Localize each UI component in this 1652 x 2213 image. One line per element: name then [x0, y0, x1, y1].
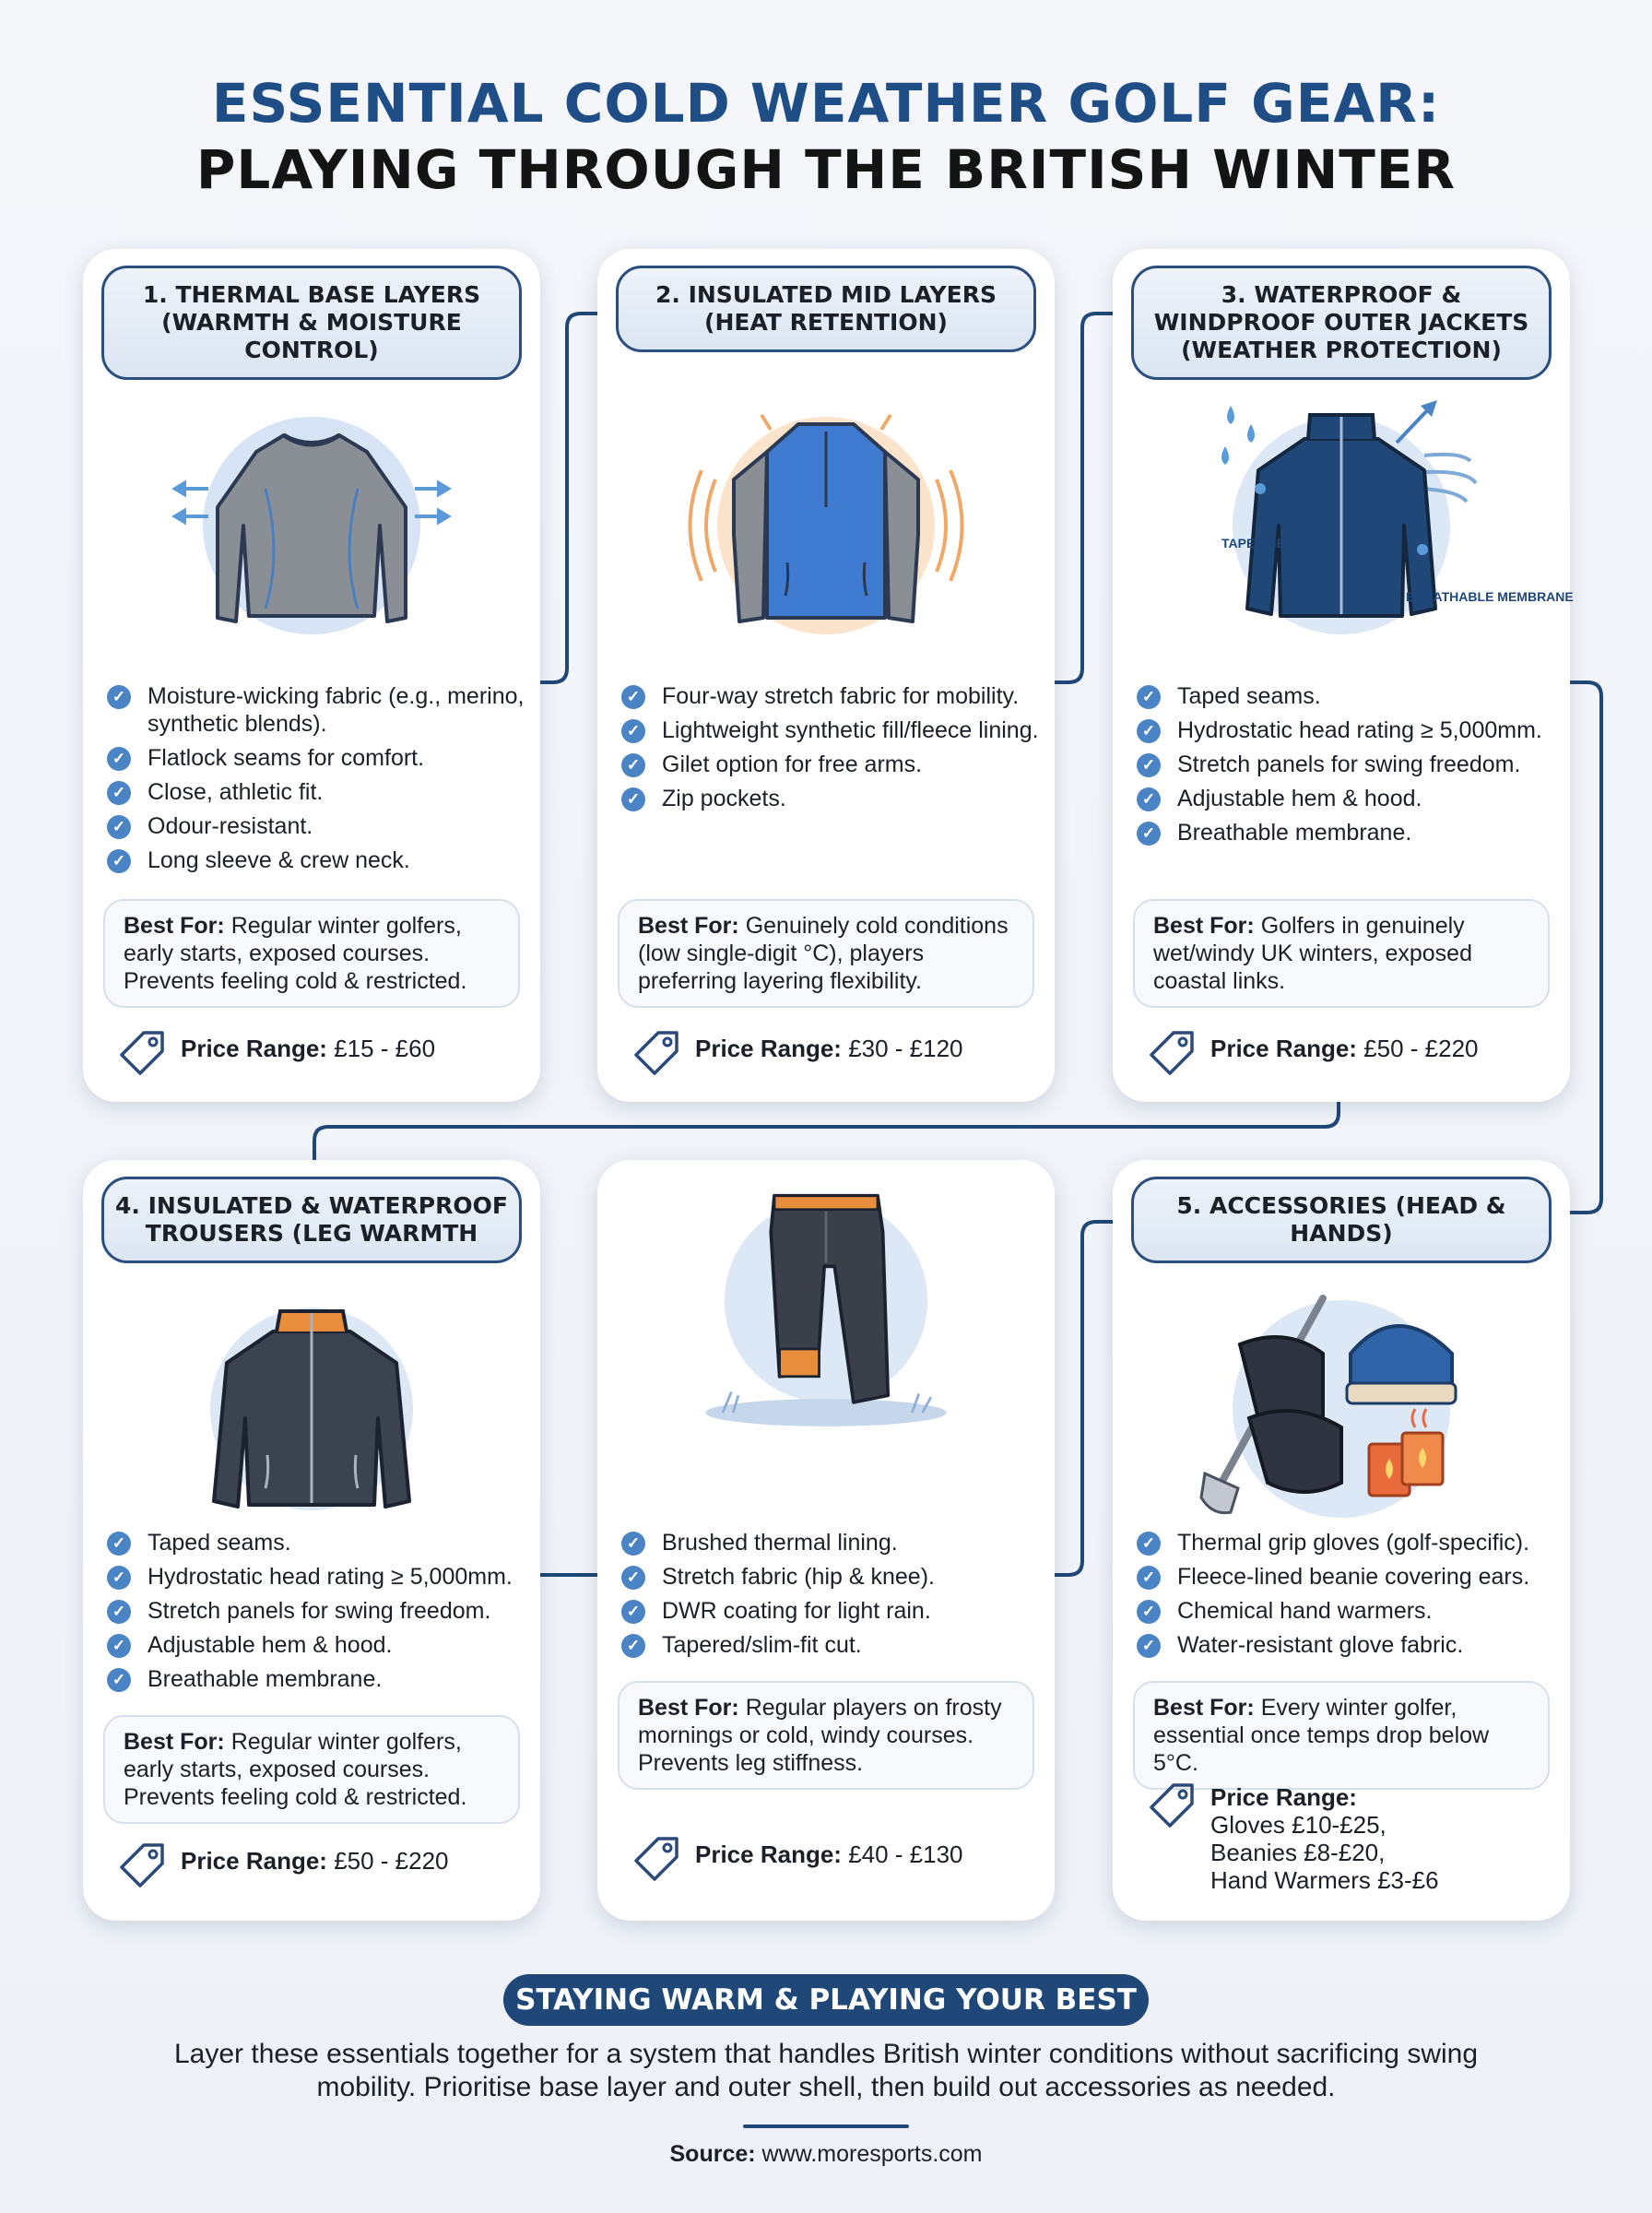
feature-item: ✓ Hydrostatic head rating ≥ 5,000mm.: [1137, 716, 1542, 744]
check-circle-icon: ✓: [1137, 1566, 1161, 1590]
insulated-gilet-mid-layer-icon: [678, 387, 974, 645]
check-circle-icon: ✓: [621, 719, 645, 743]
feature-list: [107, 682, 540, 881]
card-heading: 5. ACCESSORIES (HEAD & HANDS): [1131, 1177, 1552, 1263]
price-value: £30 - £120: [848, 1035, 963, 1062]
price-value: £50 - £220: [1363, 1035, 1479, 1062]
check-circle-icon: ✓: [107, 781, 131, 805]
price-label: Price Range:: [695, 1840, 842, 1868]
feature-item: ✓ Water-resistant glove fabric.: [1137, 1631, 1529, 1659]
check-circle-icon: ✓: [621, 1532, 645, 1556]
check-circle-icon: ✓: [1137, 1600, 1161, 1624]
feature-item: ✓ Taped seams.: [107, 1529, 513, 1556]
feature-item: ✓ Long sleeve & crew neck.: [107, 846, 540, 874]
best-for-box: [618, 1681, 1034, 1790]
check-circle-icon: ✓: [621, 1634, 645, 1658]
best-for-label: Best For:: [638, 1695, 739, 1721]
best-for-label: Best For:: [638, 913, 739, 939]
price-tag-icon: [631, 1833, 682, 1885]
best-for-label: Best For:: [124, 1729, 225, 1755]
check-circle-icon: ✓: [107, 1668, 131, 1692]
price-line-gloves: Gloves £10-£25,: [1210, 1811, 1386, 1839]
price-value: £40 - £130: [848, 1840, 963, 1868]
best-for-text: Every winter golfer, essential once temps drop below 5°C.: [1153, 1695, 1490, 1776]
price-value: £50 - £220: [334, 1847, 449, 1875]
check-circle-icon: ✓: [107, 1600, 131, 1624]
source-line: [0, 2141, 1652, 2168]
check-circle-icon: ✓: [107, 1532, 131, 1556]
best-for-text: Golfers in genuinely wet/windy UK winters, exposed coastal links.: [1153, 913, 1472, 994]
price-line-hand-warmers: Hand Warmers £3-£6: [1210, 1866, 1439, 1894]
summary-text: Layer these essentials together for a system that handles British winter conditions without sacrificing swing mobility. Prioritise base layer and outer shell, then build out accessories as needed.: [173, 2039, 1479, 2102]
connector-center-5: [1055, 1222, 1113, 1575]
check-circle-icon: ✓: [1137, 753, 1161, 777]
card-heading: 4. INSULATED & WATERPROOF TROUSERS (LEG WARMTH: [101, 1177, 522, 1263]
price-label: Price Range:: [1210, 1783, 1357, 1811]
card-insulated-trousers: [83, 1160, 540, 1921]
best-for-box: [618, 899, 1034, 1008]
check-circle-icon: ✓: [621, 787, 645, 811]
feature-item: ✓ Flatlock seams for comfort.: [107, 744, 540, 772]
price-tag-icon: [1146, 1027, 1198, 1079]
card-heading: 1. THERMAL BASE LAYERS (WARMTH & MOISTURE CONTROL): [101, 266, 522, 380]
price-label: Price Range:: [1210, 1035, 1357, 1062]
check-circle-icon: ✓: [107, 849, 131, 873]
check-circle-icon: ✓: [107, 747, 131, 771]
price-tag-icon: [116, 1027, 168, 1079]
price-tag-icon: [116, 1840, 168, 1891]
feature-list: [621, 1529, 935, 1665]
card-insulated-mid-layers: [597, 249, 1055, 1102]
feature-item: ✓ Four-way stretch fabric for mobility.: [621, 682, 1039, 710]
connector-1-2: [539, 314, 597, 682]
card-thermal-base-layers: [83, 249, 540, 1102]
feature-item: ✓ Moisture-wicking fabric (e.g., merino, synthetic blends).: [107, 682, 540, 738]
feature-item: ✓ Breathable membrane.: [1137, 819, 1542, 846]
check-circle-icon: ✓: [1137, 822, 1161, 846]
check-circle-icon: ✓: [107, 685, 131, 709]
feature-list: [1137, 682, 1542, 853]
feature-item: ✓ Lightweight synthetic fill/fleece lining.: [621, 716, 1039, 744]
feature-item: ✓ Brushed thermal lining.: [621, 1529, 935, 1556]
connector-2-3: [1055, 314, 1113, 682]
title-line-1: ESSENTIAL COLD WEATHER GOLF GEAR:: [211, 72, 1441, 135]
feature-item: ✓ Odour-resistant.: [107, 812, 540, 840]
feature-item: ✓ Chemical hand warmers.: [1137, 1597, 1529, 1625]
feature-item: ✓ DWR coating for light rain.: [621, 1597, 935, 1625]
price-label: Price Range:: [181, 1847, 327, 1875]
callout-taped-seams: TAPED SEAMS: [1221, 536, 1315, 550]
check-circle-icon: ✓: [621, 1600, 645, 1624]
check-circle-icon: ✓: [1137, 1634, 1161, 1658]
thermal-base-layer-shirt-icon: [164, 387, 459, 645]
feature-item: ✓ Thermal grip gloves (golf-specific).: [1137, 1529, 1529, 1556]
best-for-box: [1133, 899, 1550, 1008]
feature-list: [621, 682, 1039, 819]
price-line-beanies: Beanies £8-£20,: [1210, 1839, 1386, 1866]
price-range: [116, 1836, 522, 1891]
check-circle-icon: ✓: [107, 1566, 131, 1590]
title-line-2: PLAYING THROUGH THE BRITISH WINTER: [195, 138, 1457, 201]
insulated-jacket-icon: [164, 1280, 459, 1538]
price-range: [1146, 1024, 1552, 1079]
card-outer-jackets: [1113, 249, 1574, 1102]
thermal-golf-trousers-icon: [678, 1180, 974, 1438]
feature-item: ✓ Hydrostatic head rating ≥ 5,000mm.: [107, 1563, 513, 1591]
connector-row: [314, 1099, 1339, 1160]
best-for-text: Regular winter golfers, early starts, exposed courses. Prevents feeling cold & restricted.: [124, 1729, 467, 1810]
feature-item: ✓ Adjustable hem & hood.: [107, 1631, 513, 1659]
feature-item: ✓ Breathable membrane.: [107, 1665, 513, 1693]
price-range: [116, 1024, 522, 1079]
feature-item: ✓ Tapered/slim-fit cut.: [621, 1631, 935, 1659]
connector-3-5: [1571, 682, 1601, 1213]
callout-breathable-membrane: BREATHABLE MEMBRANE: [1406, 589, 1574, 604]
feature-item: ✓ Stretch panels for swing freedom.: [1137, 751, 1542, 778]
feature-list: [107, 1529, 513, 1699]
feature-item: ✓ Stretch fabric (hip & knee).: [621, 1563, 935, 1591]
check-circle-icon: ✓: [621, 1566, 645, 1590]
waterproof-outer-jacket-icon: [1194, 387, 1574, 645]
source-label: Source:: [669, 2141, 756, 2167]
best-for-text: Regular winter golfers, early starts, exposed courses. Prevents feeling cold & restricted.: [124, 913, 467, 994]
card-heading: 2. INSULATED MID LAYERS (HEAT RETENTION): [616, 266, 1036, 352]
card-accessories: [1113, 1160, 1570, 1921]
feature-list: [1137, 1529, 1529, 1665]
check-circle-icon: ✓: [621, 753, 645, 777]
best-for-box: [103, 1715, 520, 1824]
feature-item: ✓ Adjustable hem & hood.: [1137, 785, 1542, 812]
price-tag-icon: [631, 1027, 682, 1079]
best-for-label: Best For:: [1153, 913, 1255, 939]
best-for-text: Regular players on frosty mornings or cold, windy courses. Prevents leg stiffness.: [638, 1695, 1002, 1776]
best-for-label: Best For:: [1153, 1695, 1255, 1721]
check-circle-icon: ✓: [107, 1634, 131, 1658]
price-value: £15 - £60: [334, 1035, 436, 1062]
gloves-beanie-hand-warmers-icon: [1185, 1280, 1498, 1538]
best-for-label: Best For:: [124, 913, 225, 939]
feature-item: ✓ Zip pockets.: [621, 785, 1039, 812]
check-circle-icon: ✓: [1137, 685, 1161, 709]
summary-divider: [743, 2124, 909, 2128]
price-range: [631, 1024, 1036, 1079]
summary-heading: STAYING WARM & PLAYING YOUR BEST: [503, 1974, 1149, 2026]
check-circle-icon: ✓: [107, 815, 131, 839]
check-circle-icon: ✓: [1137, 787, 1161, 811]
price-tag-icon: [1146, 1780, 1198, 1831]
feature-item: ✓ Stretch panels for swing freedom.: [107, 1597, 513, 1625]
feature-item: ✓ Taped seams.: [1137, 682, 1542, 710]
source-link[interactable]: www.moresports.com: [761, 2141, 983, 2167]
check-circle-icon: ✓: [1137, 719, 1161, 743]
best-for-text: Genuinely cold conditions (low single-digit °C), players preferring layering flexibility.: [638, 913, 1009, 994]
best-for-box: [103, 899, 520, 1008]
card-thermal-trousers: [597, 1160, 1055, 1921]
feature-item: ✓ Fleece-lined beanie covering ears.: [1137, 1563, 1529, 1591]
price-range: [631, 1829, 1036, 1885]
price-label: Price Range:: [181, 1035, 327, 1062]
best-for-box: [1133, 1681, 1550, 1790]
card-heading: 3. WATERPROOF & WINDPROOF OUTER JACKETS (WEATHER PROTECTION): [1131, 266, 1552, 380]
price-range: [1146, 1776, 1552, 1896]
feature-item: ✓ Gilet option for free arms.: [621, 751, 1039, 778]
feature-item: ✓ Close, athletic fit.: [107, 778, 540, 806]
check-circle-icon: ✓: [621, 685, 645, 709]
check-circle-icon: ✓: [1137, 1532, 1161, 1556]
price-label: Price Range:: [695, 1035, 842, 1062]
